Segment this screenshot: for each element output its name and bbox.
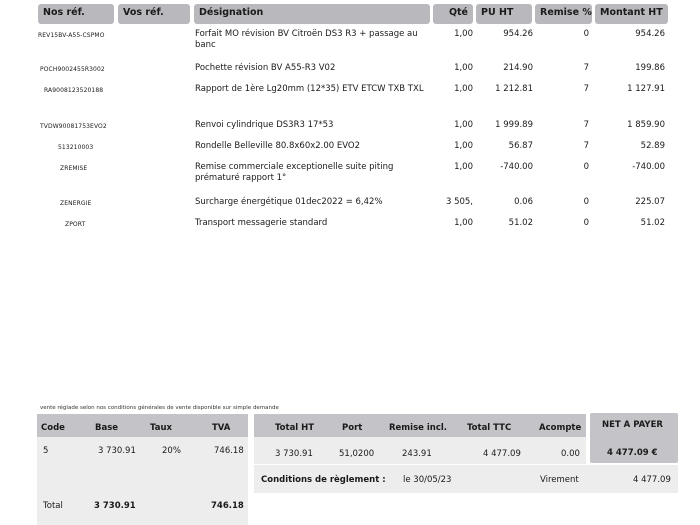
total-ht: 3 730.91 bbox=[275, 449, 313, 459]
payment-conditions-label: Conditions de règlement : bbox=[261, 475, 386, 485]
vat-code: 5 bbox=[43, 446, 49, 456]
line-unit-price: 954.26 bbox=[503, 29, 533, 39]
line-unit-price: 1 212.81 bbox=[495, 84, 533, 94]
line-amount: 1 127.91 bbox=[627, 84, 665, 94]
line-discount: 0 bbox=[583, 197, 589, 207]
vat-header-code: Code bbox=[41, 423, 65, 433]
net-to-pay-label: NET A PAYER bbox=[602, 420, 663, 430]
vat-total-base: 3 730.91 bbox=[94, 501, 136, 511]
line-designation: Forfait MO révision BV Citroën DS3 R3 + passage au banc bbox=[195, 29, 418, 50]
line-ref: TVDW90081753EVO2 bbox=[40, 123, 107, 130]
line-discount: 7 bbox=[583, 84, 589, 94]
payment-method: Virement bbox=[540, 475, 579, 485]
line-designation: Renvoi cylindrique DS3R3 17*53 bbox=[195, 120, 334, 130]
line-discount: 7 bbox=[583, 141, 589, 151]
sales-conditions-note: vente réglade selon nos conditions générales de vente disponible sur simple demande bbox=[40, 405, 279, 411]
vat-header-vat: TVA bbox=[212, 423, 231, 433]
line-designation: Remise commerciale exceptionelle suite piting prématuré rapport 1° bbox=[195, 162, 394, 183]
totals-header-port: Port bbox=[342, 423, 363, 433]
total-acompte: 0.00 bbox=[561, 449, 580, 459]
line-ref: REV15BV-A55-CSPMO bbox=[38, 32, 105, 39]
line-unit-price: 1 999.89 bbox=[495, 120, 533, 130]
line-ref: ZREMISE bbox=[60, 165, 88, 172]
header-nos-ref: Nos réf. bbox=[38, 4, 114, 24]
vat-base: 3 730.91 bbox=[98, 446, 136, 456]
total-remise: 243.91 bbox=[402, 449, 432, 459]
line-ref: RA9008123520188 bbox=[44, 87, 104, 94]
line-qty: 1,00 bbox=[454, 63, 473, 73]
line-unit-price: 51.02 bbox=[508, 218, 533, 228]
totals-header-ttc: Total TTC bbox=[467, 423, 512, 433]
line-amount: -740.00 bbox=[632, 162, 665, 172]
line-amount: 225.07 bbox=[635, 197, 665, 207]
line-discount: 7 bbox=[583, 63, 589, 73]
line-qty: 3 505, bbox=[445, 197, 473, 207]
line-amount: 954.26 bbox=[635, 29, 665, 39]
line-amount: 199.86 bbox=[635, 63, 665, 73]
vat-header-rate: Taux bbox=[150, 423, 172, 433]
line-qty: 1,00 bbox=[454, 218, 473, 228]
line-qty: 1,00 bbox=[454, 29, 473, 39]
vat-total-vat: 746.18 bbox=[211, 501, 244, 511]
line-unit-price: 214.90 bbox=[503, 63, 533, 73]
line-ref: 513210003 bbox=[58, 144, 94, 151]
totals-header-total-ht: Total HT bbox=[275, 423, 315, 433]
net-to-pay-amount: 4 477.09 € bbox=[607, 448, 658, 458]
total-ttc: 4 477.09 bbox=[483, 449, 521, 459]
vat-amount: 746.18 bbox=[214, 446, 244, 456]
header-vos-ref: Vos réf. bbox=[118, 4, 190, 24]
header-qte: Qté bbox=[433, 4, 473, 24]
line-qty: 1,00 bbox=[454, 84, 473, 94]
line-designation: Surcharge énergétique 01dec2022 = 6,42% bbox=[195, 197, 383, 207]
line-ref: POCH9002455R3002 bbox=[40, 66, 105, 73]
line-designation: Pochette révision BV A55-R3 V02 bbox=[195, 63, 336, 73]
line-discount: 0 bbox=[583, 218, 589, 228]
header-pu-ht: PU HT bbox=[476, 4, 532, 24]
line-designation: Rapport de 1ère Lg20mm (12*35) ETV ETCW TXB TXL bbox=[195, 84, 424, 94]
line-qty: 1,00 bbox=[454, 120, 473, 130]
line-unit-price: 56.87 bbox=[508, 141, 533, 151]
line-designation: Rondelle Belleville 80.8x60x2.00 EVO2 bbox=[195, 141, 361, 151]
header-montant: Montant HT bbox=[595, 4, 668, 24]
line-unit-price: 0.06 bbox=[514, 197, 533, 207]
vat-header-base: Base bbox=[95, 423, 119, 433]
line-discount: 0 bbox=[583, 162, 589, 172]
line-ref: ZENERGIE bbox=[60, 200, 92, 207]
header-remise: Remise % bbox=[535, 4, 592, 24]
line-designation: Transport messagerie standard bbox=[195, 218, 328, 228]
line-ref: ZPORT bbox=[65, 221, 86, 228]
line-amount: 52.89 bbox=[640, 141, 665, 151]
vat-total-label: Total bbox=[43, 501, 63, 511]
payment-amount: 4 477.09 bbox=[633, 475, 671, 485]
line-qty: 1,00 bbox=[454, 141, 473, 151]
totals-header-acompte: Acompte bbox=[539, 423, 582, 433]
line-amount: 51.02 bbox=[640, 218, 665, 228]
line-amount: 1 859.90 bbox=[627, 120, 665, 130]
line-unit-price: -740.00 bbox=[500, 162, 533, 172]
line-discount: 7 bbox=[583, 120, 589, 130]
totals-header-remise: Remise incl. bbox=[389, 423, 448, 433]
line-qty: 1,00 bbox=[454, 162, 473, 172]
header-designation: Désignation bbox=[194, 4, 430, 24]
line-discount: 0 bbox=[583, 29, 589, 39]
total-port: 51,0200 bbox=[339, 449, 375, 459]
vat-rate: 20% bbox=[162, 446, 181, 456]
payment-due-date: le 30/05/23 bbox=[403, 475, 452, 485]
